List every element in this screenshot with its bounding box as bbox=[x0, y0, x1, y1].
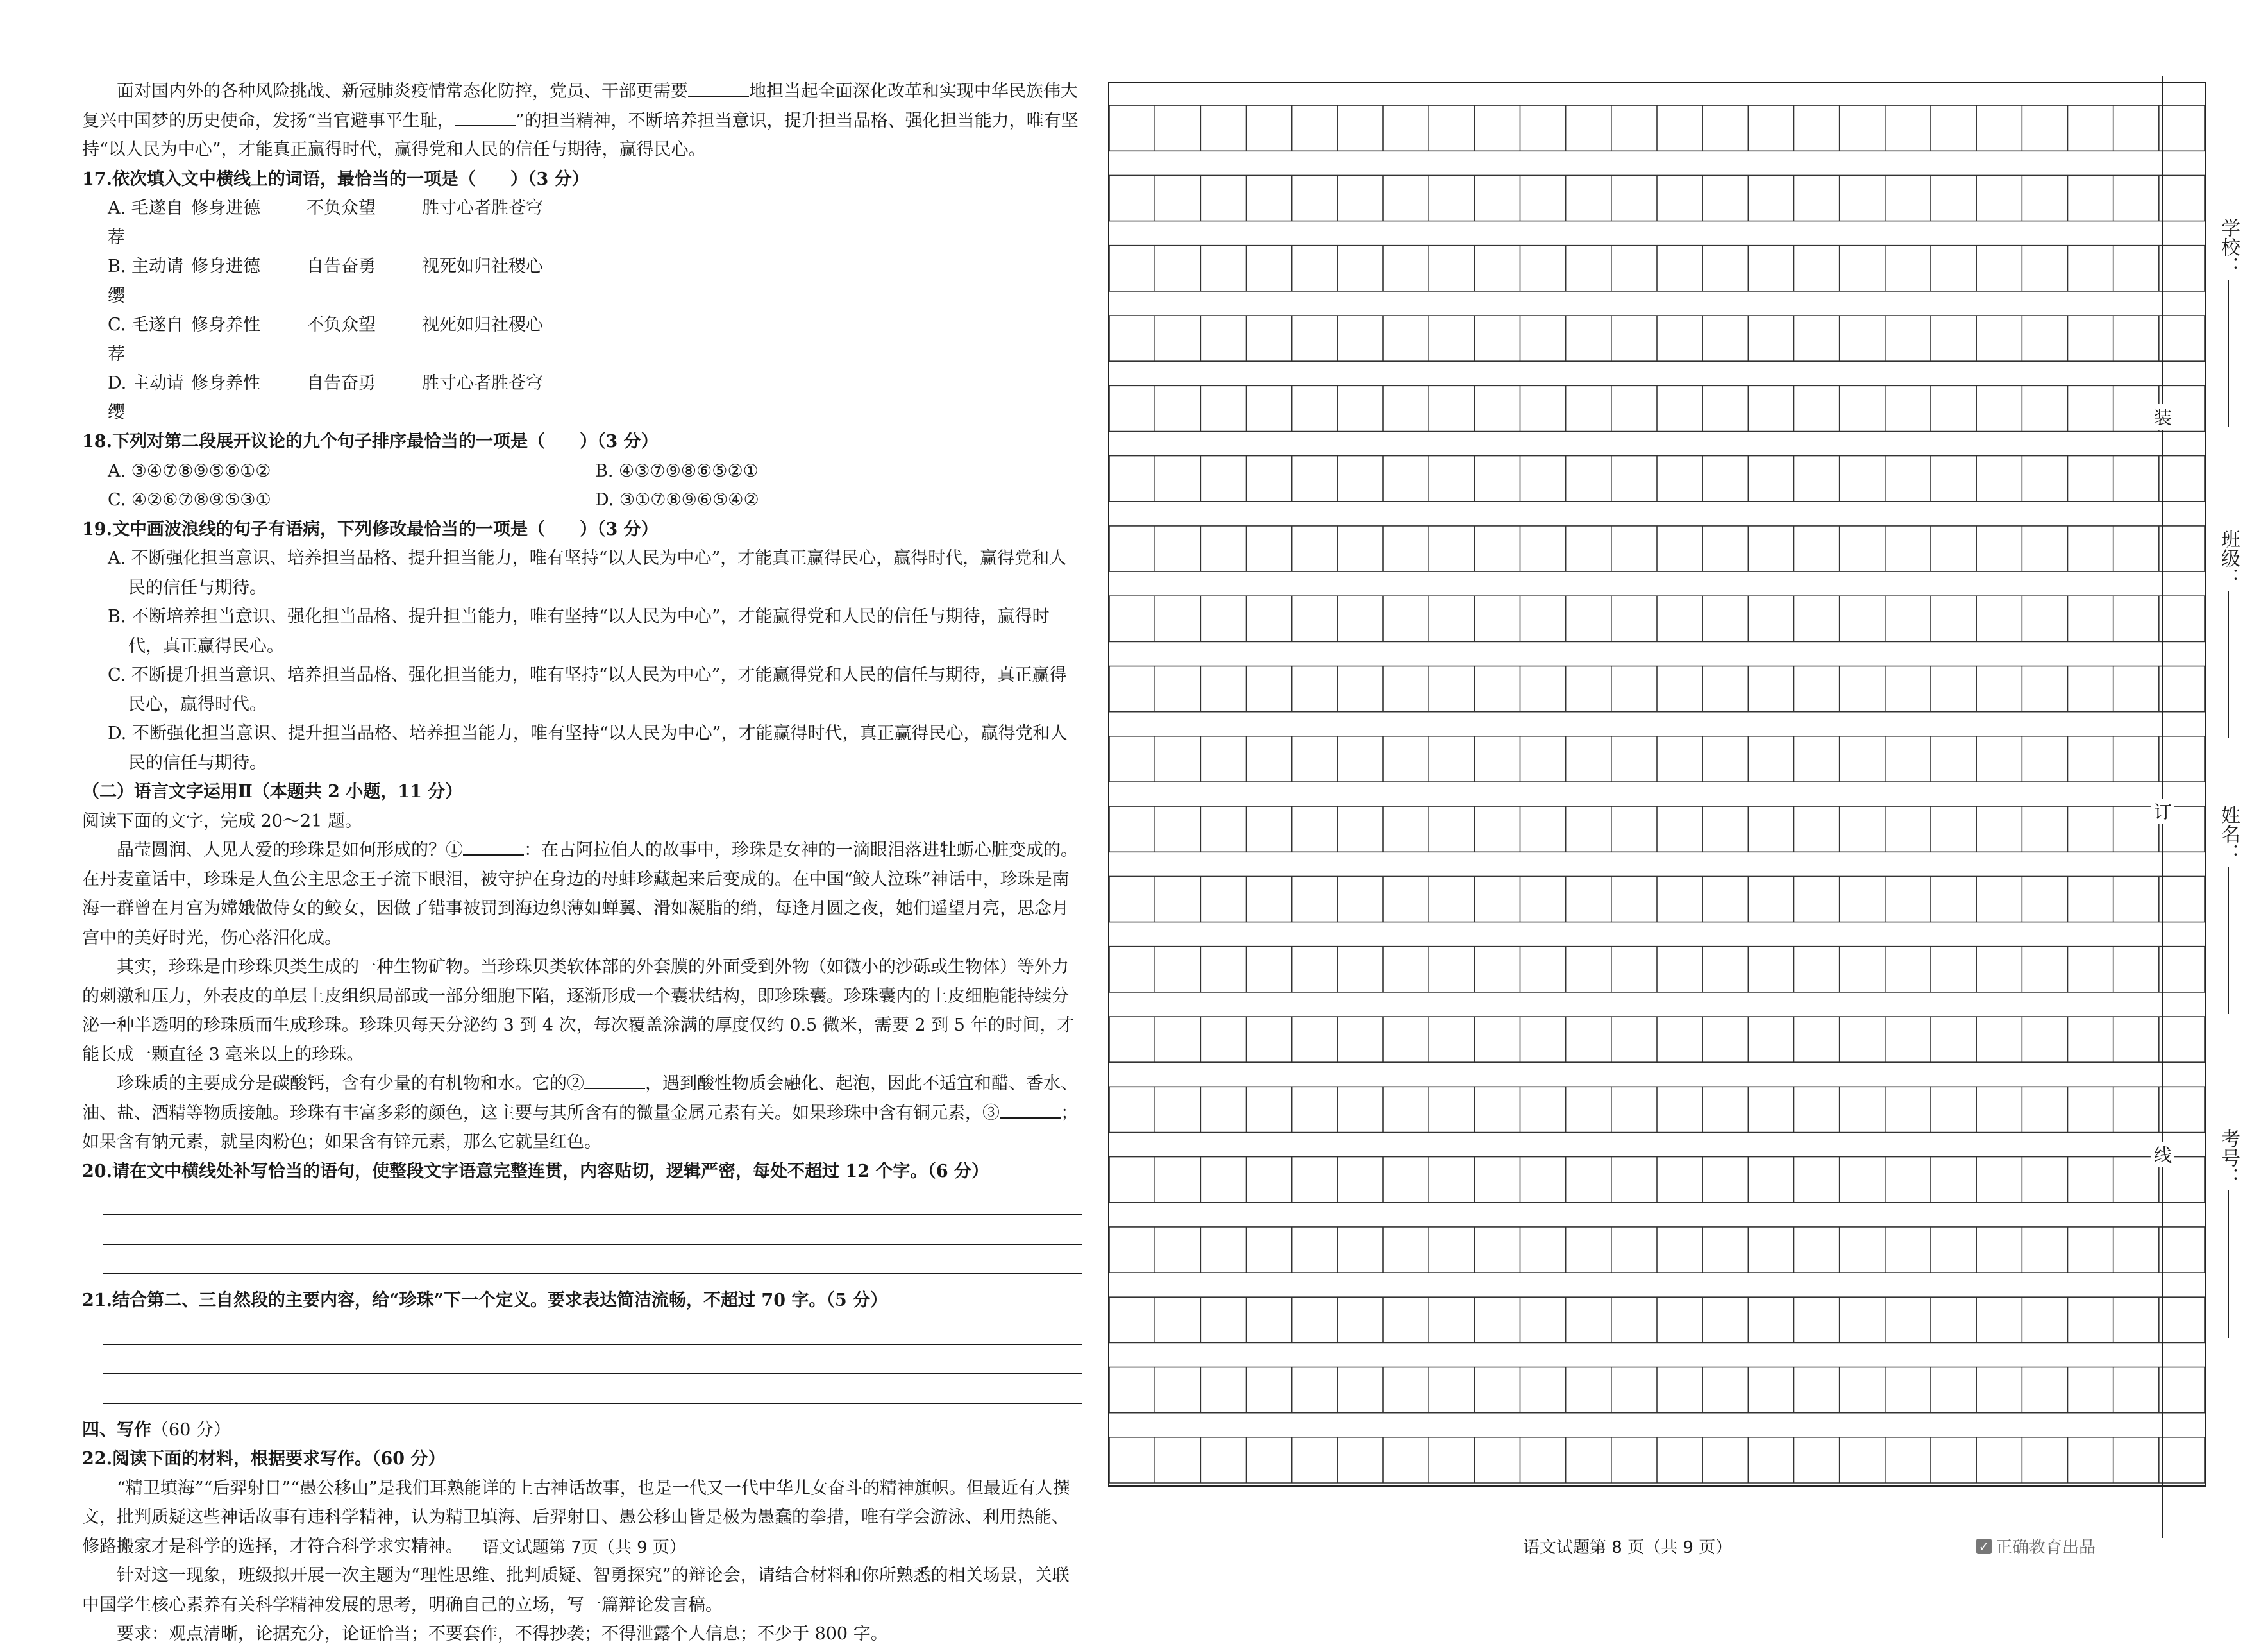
intro-paragraph: 面对国内外的各种风险挑战、新冠肺炎疫情常态化防控，党员、干部更需要 地担当起全面深化改革和实现中华民族伟大复兴中国梦的历史使命，发扬“当官避事平生耻， ”的担当精神，不断培养担当意识，提升担当品格、强化担当能力，唯有坚持“以人民为中心”，才能真正赢得时代，赢得党和人民的信任与期待，赢得民心。 bbox=[82, 81, 1079, 160]
grid-row[interactable] bbox=[1109, 1297, 2205, 1342]
q18-option-a[interactable]: A. ③④⑦⑧⑨⑤⑥①② bbox=[108, 461, 271, 481]
right-page-footer: 语文试题第 8 页（共 9 页） bbox=[1523, 1538, 1733, 1557]
q19-option-d[interactable]: D. 不断强化担当意识、提升担当品格、培养担当能力，唯有坚持“以人民为中心”，才能赢得时代，真正赢得民心，赢得党和人民的信任与期待。 bbox=[108, 723, 1068, 773]
exam-number-label: 考号： bbox=[2217, 1129, 2240, 1187]
q17-option-a[interactable]: A. 毛遂自荐 修身进德 不负众望 胜寸心者胜苍穹 bbox=[108, 198, 543, 248]
grid-row[interactable] bbox=[1109, 105, 2205, 151]
q18-option-b[interactable]: B. ④③⑦⑨⑧⑥⑤②① bbox=[595, 461, 759, 481]
section4-title: 四、写作（60 分） bbox=[82, 1419, 231, 1440]
section2-title: （二）语言文字运用Ⅱ（本题共 2 小题，11 分） bbox=[82, 782, 463, 802]
check-icon: ✓ bbox=[1976, 1539, 1992, 1554]
grid-row[interactable] bbox=[1109, 596, 2205, 641]
grid-row[interactable] bbox=[1109, 385, 2205, 431]
q21-stem: 21.结合第二、三自然段的主要内容，给“珍珠”下一个定义。要求表达简洁流畅，不超过 70 字。（5 分） bbox=[82, 1290, 888, 1310]
q22-task: 针对这一现象，班级拟开展一次主题为“理性思维、批判质疑、智勇探究”的辩论会，请结合材料和你所熟悉的相关场景，关联中国学生核心素养有关科学精神发展的思考，明确自己的立场，写一篇辩论发言稿。 bbox=[82, 1566, 1070, 1615]
publisher-label: 正确教育出品 bbox=[1995, 1538, 2096, 1557]
class-field[interactable] bbox=[2209, 529, 2247, 738]
grid-row[interactable] bbox=[1109, 666, 2205, 712]
grid-row[interactable] bbox=[1109, 1157, 2205, 1203]
q22-stem: 22.阅读下面的材料，根据要求写作。（60 分） bbox=[82, 1449, 446, 1469]
q20-stem: 20.请在文中横线处补写恰当的语句，使整段文字语意完整连贯，内容贴切，逻辑严密，每处不超过 12 个字。（6 分） bbox=[82, 1161, 989, 1181]
passage-paragraph-1: 晶莹圆润、人见人爱的珍珠是如何形成的？① ：在古阿拉伯人的故事中，珍珠是女神的一滴眼泪落进牡蛎心脏变成的。在丹麦童话中，珍珠是人鱼公主思念王子流下眼泪，被守护在身边的母蚌珍藏起来后变成的。在中国“鲛人泣珠”神话中，珍珠是南海一群曾在月宫为嫦娥做侍女的鲛女，因做了错事被罚到海边织薄如蝉翼、滑如凝脂的绡，每逢月圆之夜，她们遥望月亮，思念月宫中的美好时光，伤心落泪化成。 bbox=[82, 840, 1078, 948]
q20-answer-line-1[interactable] bbox=[103, 1186, 1082, 1215]
q19-option-a[interactable]: A. 不断强化担当意识、培养担当品格、提升担当能力，唯有坚持“以人民为中心”，才能真正赢得民心，赢得时代，赢得党和人民的信任与期待。 bbox=[108, 548, 1067, 598]
grid-row[interactable] bbox=[1109, 1227, 2205, 1273]
q17-stem: 17.依次填入文中横线上的词语，最恰当的一项是（ ）（3 分） bbox=[82, 169, 589, 189]
q22-requirements: 要求：观点清晰，论据充分，论证恰当；不要套作，不得抄袭；不得泄露个人信息；不少于 800 字。 bbox=[117, 1624, 888, 1644]
exam-number-input-line[interactable] bbox=[2228, 1190, 2229, 1338]
q21-answer-line-3[interactable] bbox=[103, 1374, 1082, 1404]
publisher-mark bbox=[1976, 1534, 2096, 1558]
passage-blank-2[interactable] bbox=[584, 1072, 645, 1089]
grid-row[interactable] bbox=[1109, 806, 2205, 852]
q18-option-d[interactable]: D. ③①⑦⑧⑨⑥⑤④② bbox=[595, 490, 759, 510]
class-label: 班级： bbox=[2217, 529, 2240, 587]
writing-grid[interactable] bbox=[1108, 82, 2206, 1487]
binding-mark-xian: 线 bbox=[2151, 1142, 2174, 1167]
passage-paragraph-3: 珍珠质的主要成分是碳酸钙，含有少量的有机物和水。它的② ，遇到酸性物质会融化、起泡，因此不适宜和醋、香水、油、盐、酒精等物质接触。珍珠有丰富多彩的颜色，这主要与其所含有的微量金属元素有关。如果珍珠中含有铜元素，③ ；如果含有钠元素，就呈肉粉色；如果含有锌元素，那么它就呈红色。 bbox=[82, 1074, 1078, 1152]
grid-row[interactable] bbox=[1109, 736, 2205, 782]
q21-answer-line-2[interactable] bbox=[103, 1345, 1082, 1374]
q19-stem: 19.文中画波浪线的句子有语病，下列修改最恰当的一项是（ ）（3 分） bbox=[82, 519, 659, 539]
grid-row[interactable] bbox=[1109, 526, 2205, 571]
name-field[interactable] bbox=[2209, 805, 2247, 1014]
intro-blank-1[interactable] bbox=[688, 80, 749, 97]
q18-stem: 18.下列对第二段展开议论的九个句子排序最恰当的一项是（ ）（3 分） bbox=[82, 432, 659, 452]
q19-option-c[interactable]: C. 不断提升担当意识、培养担当品格、强化担当能力，唯有坚持“以人民为中心”，才能赢得党和人民的信任与期待，真正赢得民心，赢得时代。 bbox=[108, 665, 1067, 715]
q17-option-c[interactable]: C. 毛遂自荐 修身养性 不负众望 视死如归社稷心 bbox=[108, 315, 543, 364]
grid-row[interactable] bbox=[1109, 246, 2205, 291]
grid-row[interactable] bbox=[1109, 1437, 2205, 1483]
intro-blank-2[interactable] bbox=[455, 110, 516, 126]
grid-row[interactable] bbox=[1109, 316, 2205, 361]
binding-mark-ding: 订 bbox=[2151, 799, 2174, 824]
q22-material: “精卫填海”“后羿射日”“愚公移山”是我们耳熟能详的上古神话故事，也是一代又一代中华儿女奋斗的精神旗帜。但最近有人撰文，批判质疑这些神话故事有违科学精神，认为精卫填海、后羿射日、愚公移山皆是极为愚蠢的拳措，唯有学会游泳、利用热能、修路搬家才是科学的选择，才符合科学求实精神。 bbox=[82, 1478, 1070, 1557]
grid-row[interactable] bbox=[1109, 1017, 2205, 1062]
passage-blank-1[interactable] bbox=[463, 839, 524, 856]
grid-row[interactable] bbox=[1109, 175, 2205, 221]
q20-answer-line-2[interactable] bbox=[103, 1215, 1082, 1245]
q18-option-c[interactable]: C. ④②⑥⑦⑧⑨⑤③① bbox=[108, 490, 271, 510]
q20-answer-line-3[interactable] bbox=[103, 1245, 1082, 1274]
writing-grid-cells[interactable] bbox=[1109, 83, 2205, 1485]
binding-mark-zhuang: 装 bbox=[2151, 404, 2174, 430]
left-page bbox=[82, 77, 1082, 1649]
school-label: 学校： bbox=[2217, 218, 2240, 276]
passage-paragraph-2: 其实，珍珠是由珍珠贝类生成的一种生物矿物。当珍珠贝类软体部的外套膜的外面受到外物（如微小的沙砾或生物体）等外力的刺激和压力，外表皮的单层上皮组织局部或一部分细胞下陷，逐渐形成一个囊状结构，即珍珠囊。珍珠囊内的上皮细胞能持续分泌一种半透明的珍珠质而生成珍珠。珍珠贝每天分泌约 3 到 4 次，每次覆盖涂满的厚度仅约 0.5 微米，需要 2 到 5 年的时间，才能长成一颗直径 3 毫米以上的珍珠。 bbox=[82, 957, 1075, 1065]
school-input-line[interactable] bbox=[2228, 280, 2229, 427]
name-label: 姓名： bbox=[2217, 805, 2240, 863]
section2-instruction: 阅读下面的文字，完成 20～21 题。 bbox=[82, 811, 362, 831]
grid-row[interactable] bbox=[1109, 456, 2205, 502]
q18-options-cd bbox=[82, 486, 1082, 515]
class-input-line[interactable] bbox=[2228, 591, 2229, 738]
grid-row[interactable] bbox=[1109, 1087, 2205, 1132]
grid-row[interactable] bbox=[1109, 947, 2205, 992]
name-input-line[interactable] bbox=[2228, 867, 2229, 1014]
q17-option-b[interactable]: B. 主动请缨 修身进德 自告奋勇 视死如归社稷心 bbox=[108, 257, 543, 306]
exam-number-field[interactable] bbox=[2209, 1129, 2247, 1338]
grid-row[interactable] bbox=[1109, 1367, 2205, 1413]
q19-option-b[interactable]: B. 不断培养担当意识、强化担当品格、提升担当能力，唯有坚持“以人民为中心”，才能赢得党和人民的信任与期待，赢得时代，真正赢得民心。 bbox=[108, 607, 1050, 656]
school-field[interactable] bbox=[2209, 218, 2247, 427]
q21-answer-line-1[interactable] bbox=[103, 1315, 1082, 1345]
left-page-footer: 语文试题第 7页（共 9 页） bbox=[482, 1538, 686, 1557]
q17-option-d[interactable]: D. 主动请缨 修身养性 自告奋勇 胜寸心者胜苍穹 bbox=[108, 373, 543, 423]
grid-row[interactable] bbox=[1109, 876, 2205, 922]
q18-options-ab bbox=[82, 457, 1082, 486]
passage-blank-3[interactable] bbox=[1000, 1102, 1061, 1119]
